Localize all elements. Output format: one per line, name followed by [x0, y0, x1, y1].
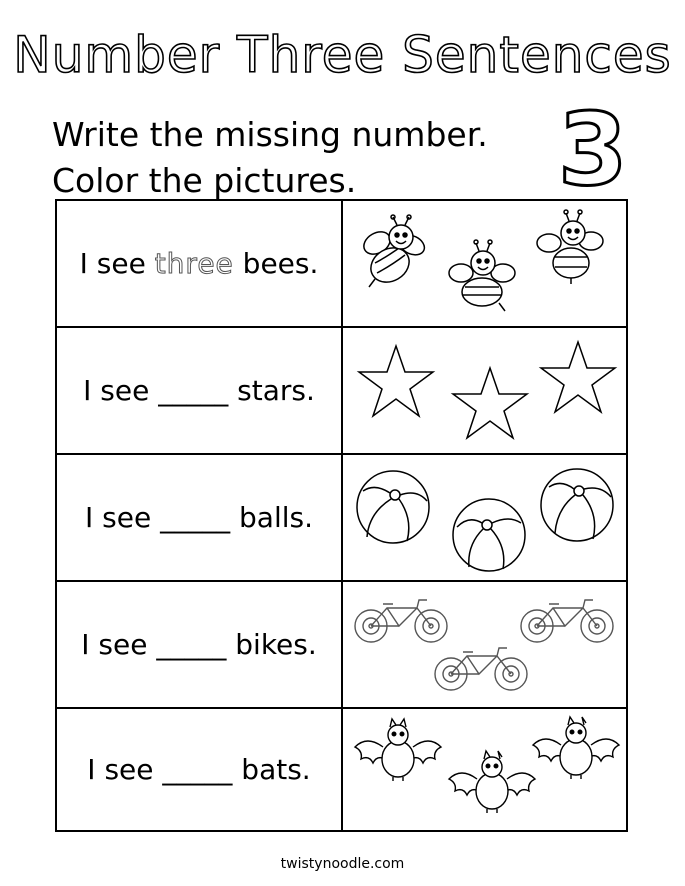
picture-cell	[343, 709, 626, 830]
ball-icon	[539, 467, 615, 543]
bee-icon	[447, 237, 517, 317]
table-row	[57, 582, 626, 709]
sentence-prefix: I see	[79, 247, 155, 280]
instruction-line-2: Color the pictures.	[52, 161, 357, 200]
traced-number-word: three	[154, 247, 234, 280]
sentence-suffix: balls.	[230, 501, 313, 534]
sentence-cell	[57, 582, 343, 707]
sentence-prefix: I see	[87, 753, 163, 786]
sentence-cell	[57, 201, 343, 326]
bike-icon	[519, 596, 615, 644]
answer-blank[interactable]: _____	[156, 628, 227, 661]
sentence-suffix: bats.	[232, 753, 311, 786]
bee-icon	[535, 209, 605, 289]
table-row	[57, 328, 626, 455]
picture-cell	[343, 328, 626, 453]
answer-blank[interactable]: _____	[158, 374, 229, 407]
instructions	[52, 112, 488, 204]
number-three-outline: 3	[558, 91, 628, 208]
star-icon	[357, 344, 435, 418]
bee-icon	[357, 213, 427, 293]
site-footer: twistynoodle.com	[280, 856, 405, 872]
picture-cell	[343, 201, 626, 326]
picture-cell	[343, 582, 626, 707]
bike-icon	[353, 596, 449, 644]
star-icon	[539, 340, 617, 414]
ball-icon	[451, 497, 527, 573]
star-icon	[451, 366, 529, 440]
bat-icon	[531, 715, 621, 781]
sentence-prefix: I see	[85, 501, 161, 534]
picture-cell	[343, 455, 626, 580]
sentence-suffix: bees.	[233, 247, 319, 280]
sentence-suffix: stars.	[228, 374, 315, 407]
sentence-prefix: I see	[83, 374, 159, 407]
sentence-cell	[57, 455, 343, 580]
worksheet-title: Number Three Sentences	[13, 26, 672, 84]
answer-blank[interactable]: _____	[162, 753, 233, 786]
sentence-cell	[57, 328, 343, 453]
instruction-line-1: Write the missing number.	[52, 115, 488, 154]
answer-blank[interactable]: _____	[160, 501, 231, 534]
table-row	[57, 201, 626, 328]
bike-icon	[433, 644, 529, 692]
table-row	[57, 455, 626, 582]
sentence-suffix: bikes.	[226, 628, 317, 661]
bat-icon	[353, 717, 443, 783]
bat-icon	[447, 749, 537, 815]
sentence-prefix: I see	[81, 628, 157, 661]
sentence-table	[55, 199, 628, 832]
table-row	[57, 709, 626, 830]
sentence-cell	[57, 709, 343, 830]
ball-icon	[355, 469, 431, 545]
